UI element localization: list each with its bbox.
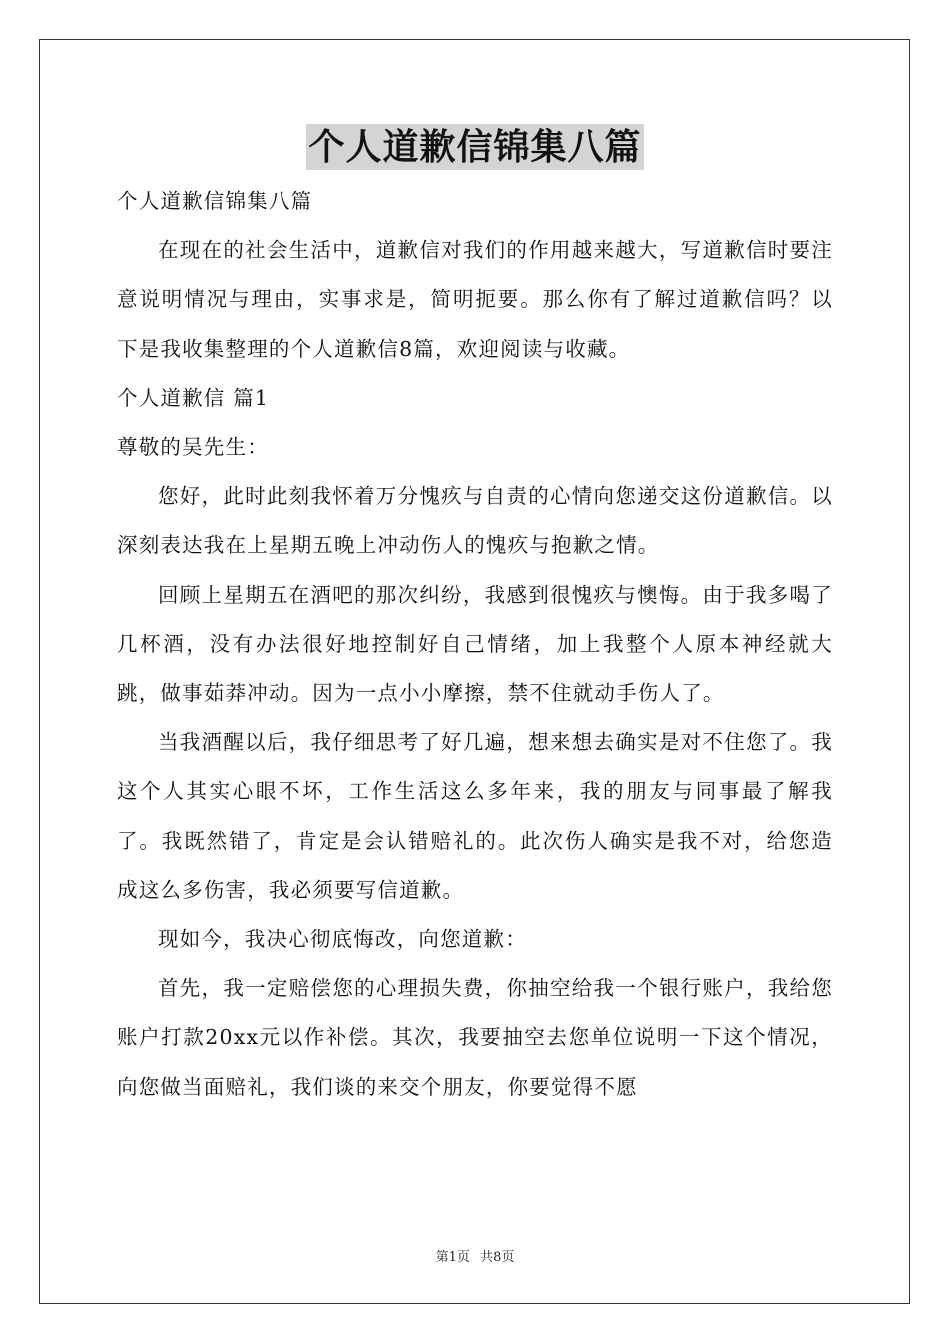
document-title: 个人道歉信锦集八篇: [308, 126, 642, 168]
paragraph-intro: 在现在的社会生活中，道歉信对我们的作用越来越大，写道歉信时要注意说明情况与理由，实事求是，简明扼要。那么你有了解过道歉信吗？以下是我收集整理的个人道歉信8篇，欢迎阅读与收藏。: [117, 238, 833, 361]
page-footer: [0, 1246, 950, 1265]
paragraph: 当我酒醒以后，我仔细思考了好几遍，想来想去确实是对不住您了。我这个人其实心眼不坏，工作生活这么多年来，我的朋友与同事最了解我了。我既然错了，肯定是会认错赔礼的。此次伤人确实是我不对，给您造成这么多伤害，我必须要写信道歉。: [117, 730, 833, 902]
page-number-current: 第1页: [435, 1250, 470, 1265]
page-number-total: 共8页: [480, 1250, 515, 1265]
paragraph: 现如今，我决心彻底悔改，向您道歉：: [158, 927, 527, 952]
paragraph: 首先，我一定赔偿您的心理损失费，你抽空给我一个银行账户，我给您账户打款20xx元以作补偿。其次，我要抽空去您单位说明一下这个情况，向您做当面赔礼，我们谈的来交个朋友，你要觉得不愿: [117, 976, 833, 1099]
paragraph-subtitle: 个人道歉信锦集八篇: [117, 189, 313, 213]
document-body: [117, 177, 833, 1112]
salutation: 尊敬的吴先生：: [117, 435, 269, 460]
paragraph: 回顾上星期五在酒吧的那次纠纷，我感到很愧疚与懊悔。由于我多喝了几杯酒，没有办法很好地控制好自己情绪，加上我整个人原本神经就大跳，做事茹莽冲动。因为一点小小摩擦，禁不住就动手伤人了。: [117, 582, 833, 706]
paragraph: 您好，此时此刻我怀着万分愧疚与自责的心情向您递交这份道歉信。以深刻表达我在上星期五晚上冲动伤人的愧疚与抱歉之情。: [117, 484, 833, 558]
section-heading: 个人道歉信 篇1: [117, 385, 270, 410]
title-wrapper: [0, 124, 950, 170]
